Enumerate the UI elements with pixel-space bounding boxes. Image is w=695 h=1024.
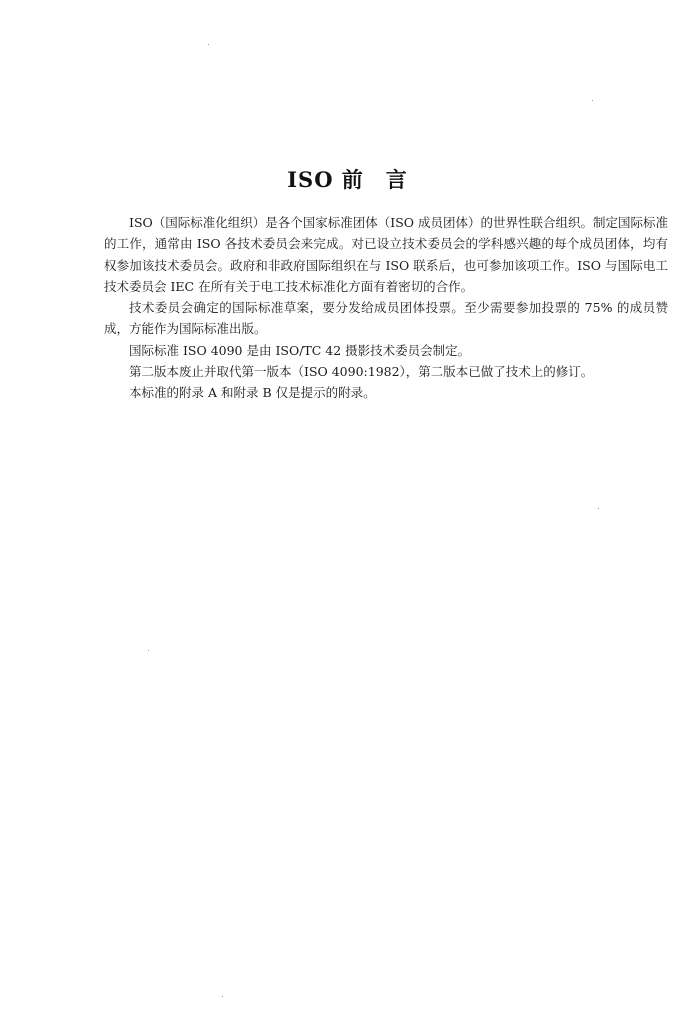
scan-speck <box>592 100 593 101</box>
scan-speck <box>598 508 599 509</box>
foreword-body <box>104 212 668 404</box>
paragraph-committee: 国际标准 ISO 4090 是由 ISO/TC 42 摄影技术委员会制定。 <box>129 342 471 358</box>
scan-speck <box>148 650 149 651</box>
paragraph-iso-organization: ISO（国际标准化组织）是各个国家标准团体（ISO 成员团体）的世界性联合组织。制定国际标准的工作，通常由 ISO 各技术委员会来完成。对已设立技术委员会的学科感兴趣的每个成员团体，均有权参加该技术委员会。政府和非政府国际组织在与 ISO 联系后，也可参加该项工作。ISO 与国际电工技术委员会 IEC 在所有关于电工技术标准化方面有着密切的合作。 <box>104 215 668 294</box>
page-title: ISO 前 言 <box>287 167 408 192</box>
paragraph-edition: 第二版本废止并取代第一版本（ISO 4090:1982），第二版本已做了技术上的修订。 <box>129 364 594 380</box>
paragraph-annexes: 本标准的附录 A 和附录 B 仅是提示的附录。 <box>129 385 376 401</box>
scan-speck <box>208 44 209 45</box>
paragraph-voting: 技术委员会确定的国际标准草案，要分发给成员团体投票。至少需要参加投票的 75% 的成员赞成，方能作为国际标准出版。 <box>104 300 668 337</box>
scan-speck <box>222 996 223 997</box>
